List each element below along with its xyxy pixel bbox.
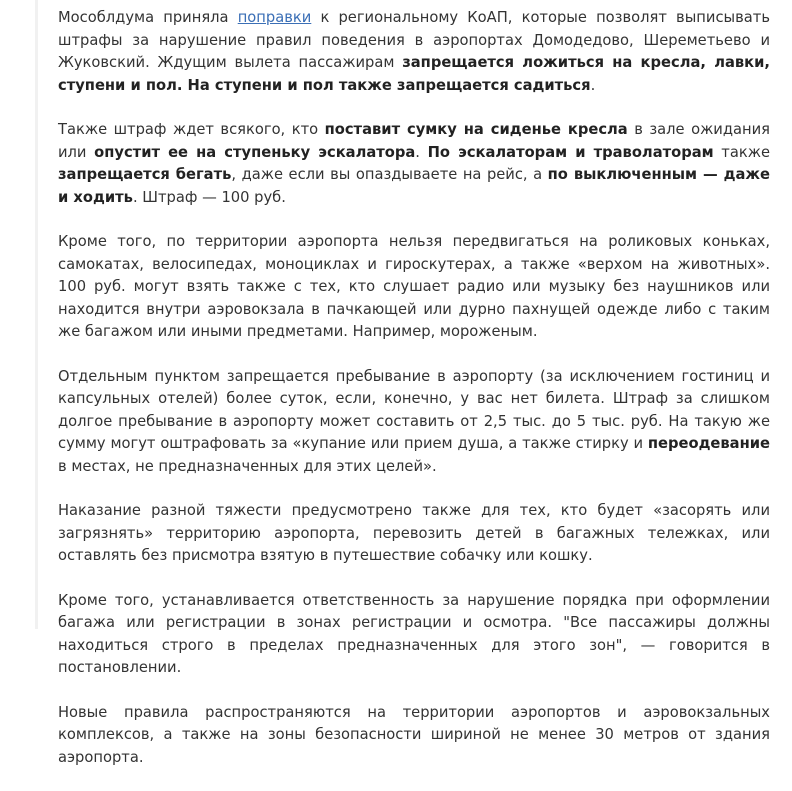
text: . Штраф — 100 руб.: [132, 188, 286, 206]
paragraph-7: [58, 702, 770, 770]
paragraph-4: [58, 366, 770, 479]
text: Также штраф ждет всякого, кто: [58, 121, 325, 138]
paragraph-6: [58, 590, 770, 680]
bold-text: по выключенным — даже и ходить: [58, 166, 771, 206]
text: Отдельным пунктом запрещается пребывание в аэропорту (за исключением гостиниц и капсульных отелей) более суток, если, конечно, у вас нет билета. Штраф за слишком долгое пребывание в аэропорту может составить от 2,5 тыс. до 5 тыс. руб. На такую же сумму могут оштрафовать за «купание или прием душа, а также стирку и: [58, 367, 770, 452]
bold-text: запрещается бегать: [58, 166, 232, 183]
bold-text: опустит ее на ступеньку эскалатора: [94, 143, 416, 161]
text: Новые правила распространяются на территории аэропортов и аэровокзальных комплексов, а также на зоны безопасности шириной не менее 30 метров от здания аэропорта.: [58, 703, 770, 766]
left-divider: [35, 0, 38, 629]
bold-text: поставит сумку на сиденье кресла: [324, 121, 628, 138]
article-body: [58, 7, 770, 791]
bold-text: запрещается ложиться на кресла, лавки, ступени и пол. На ступени и пол также запрещается садиться: [58, 54, 770, 94]
text: к региональному КоАП, которые позволят выписывать штрафы за нарушение правил поведения в аэропортах Домодедово, Шереметьево и Жуковский. Ждущим вылета пассажирам: [58, 9, 770, 71]
text: Мособлдума приняла: [58, 9, 238, 26]
text: также: [713, 143, 770, 161]
bold-text: По эскалаторам и траволаторам: [427, 143, 714, 161]
text: Кроме того, по территории аэропорта нельзя передвигаться на роликовых коньках, самокатах, велосипедах, моноциклах и гироскутерах, а также «верхом на животных». 100 руб. могут взять также с тех, кто слушает радио или музыку без наушников или находится внутри аэровокзала в пачкающей или дурно пахнущей одежде либо с таким же багажом или иными предметами. Например, мороженым.: [58, 233, 770, 340]
bold-text: переодевание: [647, 435, 770, 452]
text: в местах, не предназначенных для этих целей».: [58, 457, 437, 475]
text: .: [590, 76, 596, 94]
text: Наказание разной тяжести предусмотрено также для тех, кто будет «засорять или загрязнять» территорию аэропорта, перевозить детей в багажных тележках, или оставлять без присмотра взятую в путешествие собачку или кошку.: [58, 502, 770, 564]
paragraph-3: [58, 231, 770, 344]
text: .: [415, 143, 428, 161]
paragraph-5: [58, 500, 770, 568]
amendments-link[interactable]: поправки: [237, 9, 312, 26]
text: в зале ожидания или: [58, 121, 770, 161]
paragraph-2: [58, 119, 770, 209]
paragraph-1: [58, 7, 770, 97]
text: Кроме того, устанавливается ответственность за нарушение порядка при оформлении багажа или регистрации в зонах регистрации и осмотра. "Все пассажиры должны находиться строго в пределах предназначенных для этого зон", — говорится в постановлении.: [58, 591, 770, 676]
text: , даже если вы опаздываете на рейс, а: [231, 166, 548, 183]
